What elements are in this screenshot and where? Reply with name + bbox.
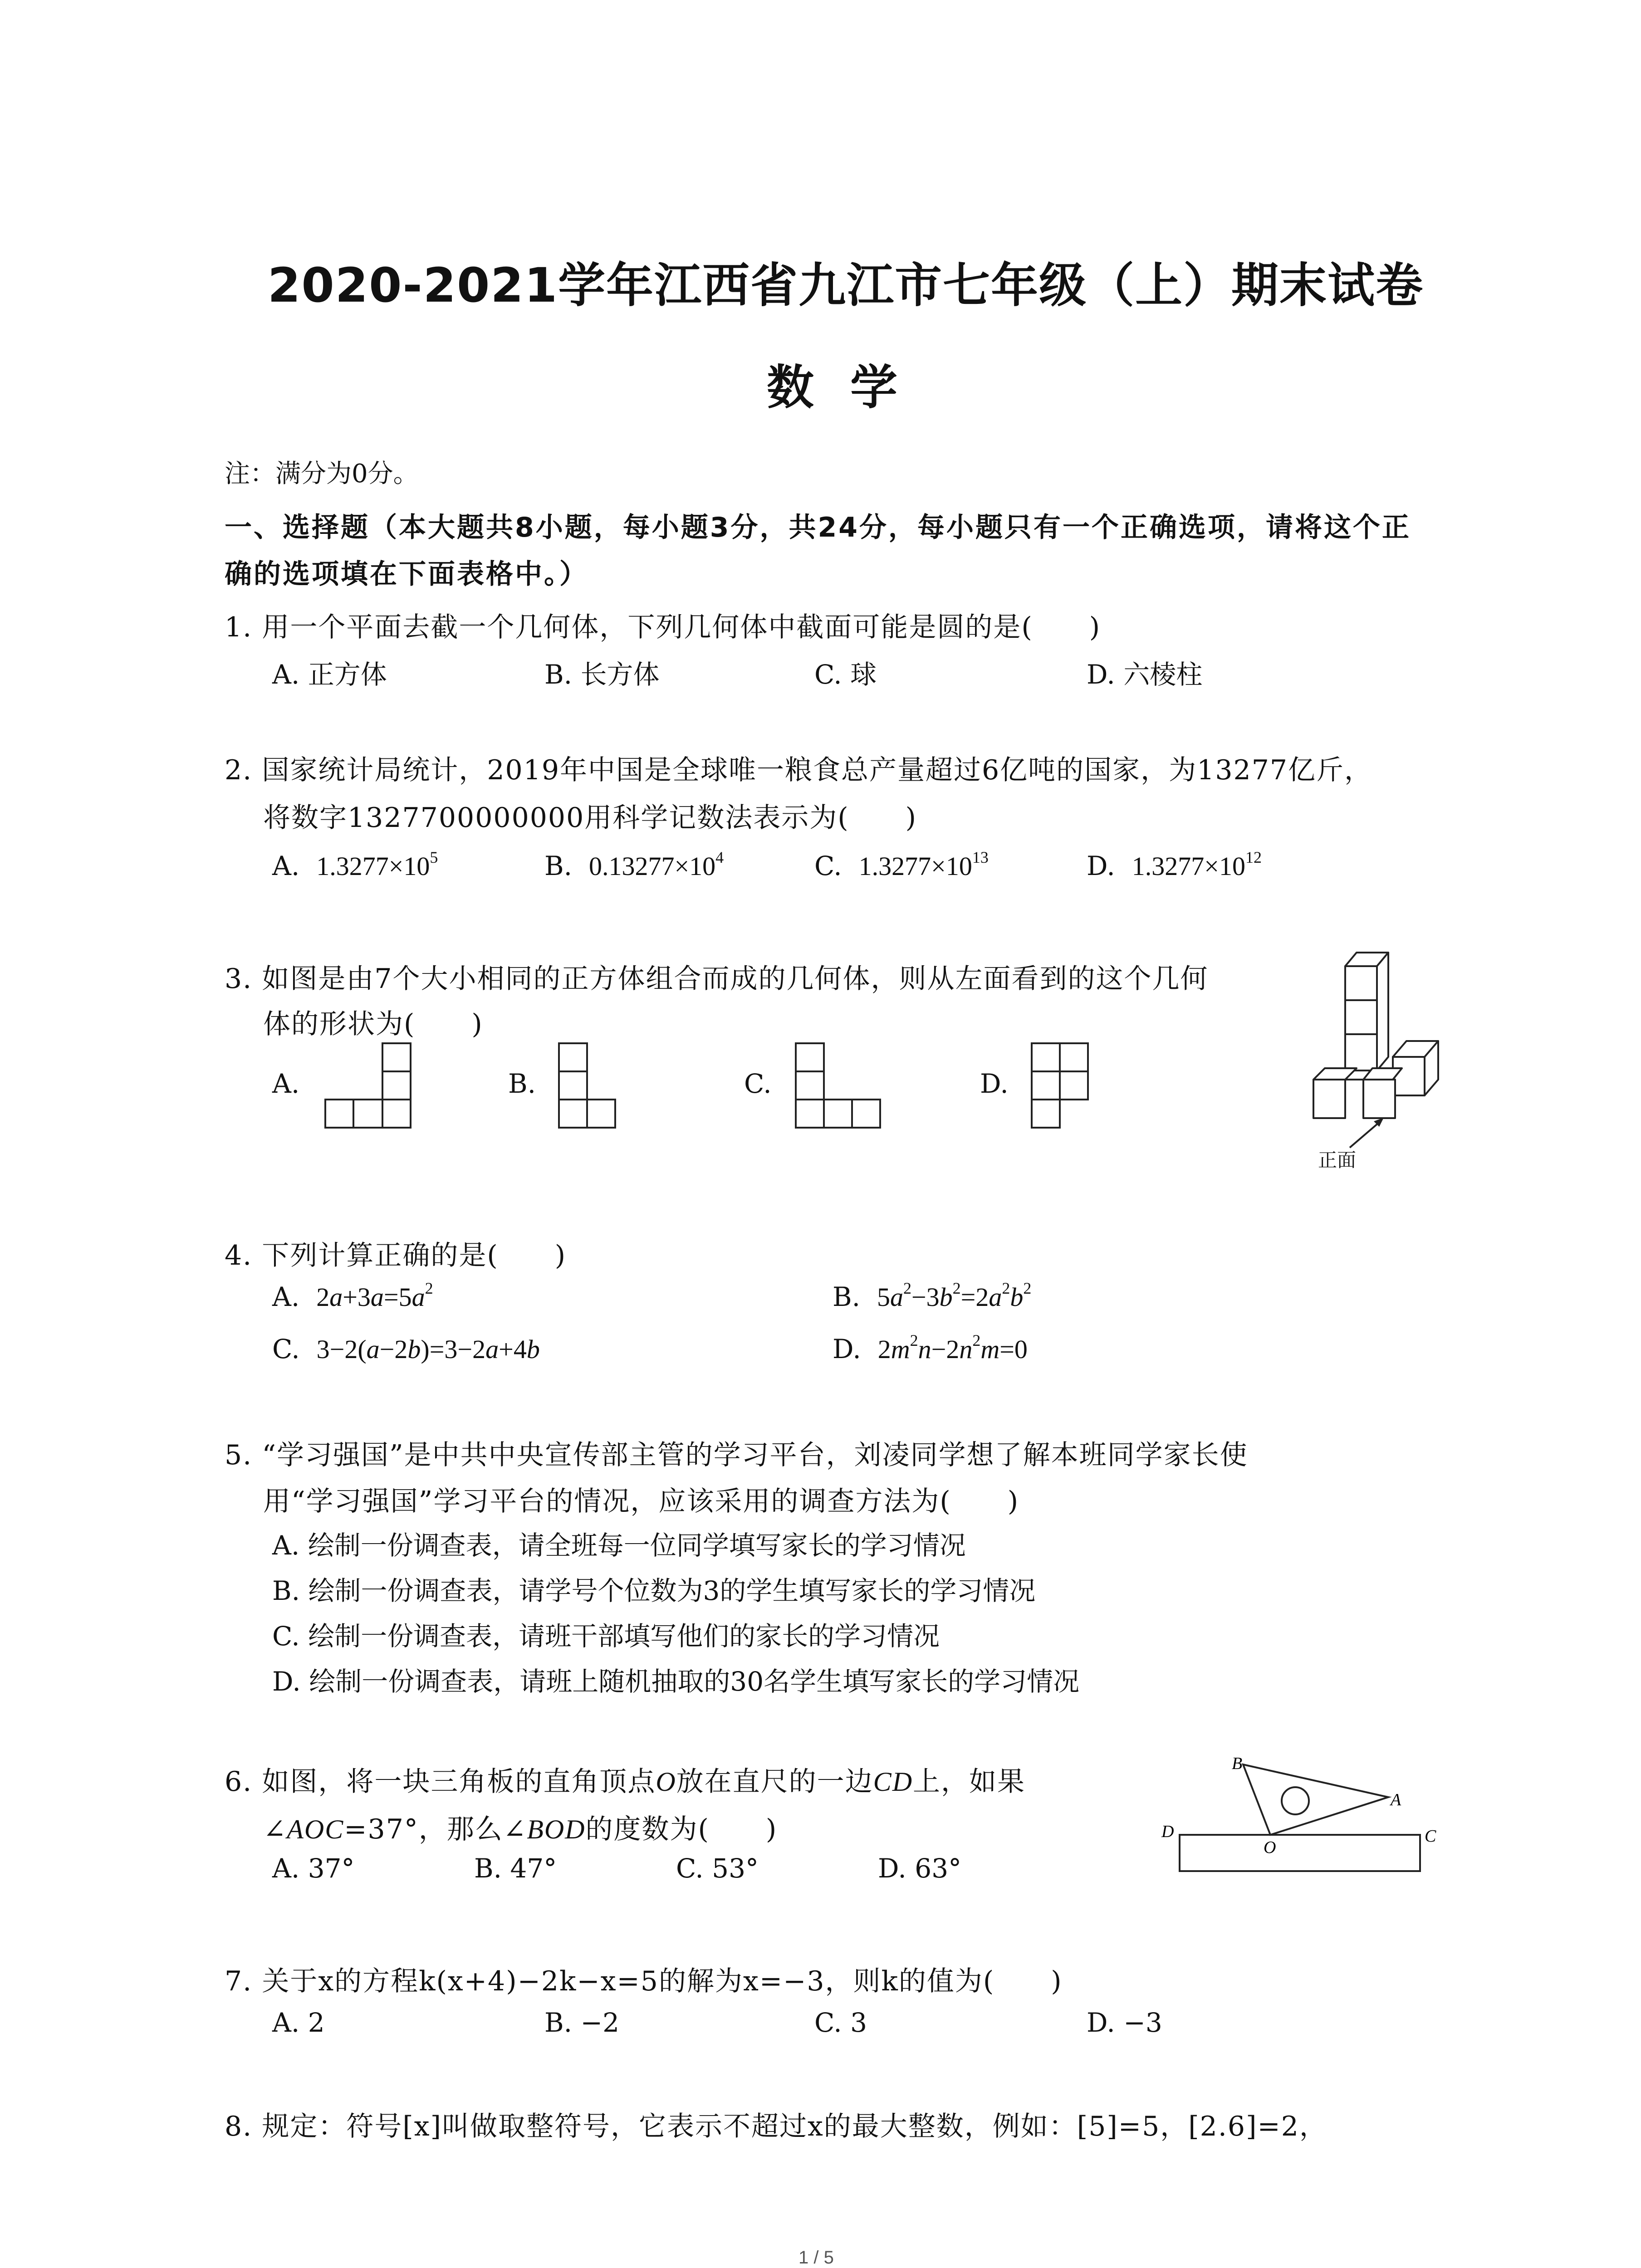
score-note: 注：满分为0分。: [225, 459, 419, 489]
q5-option-d: D. 绘制一份调查表，请班上随机抽取的30名学生填写家长的学习情况: [272, 1666, 1080, 1697]
question-5-stem-line1: 5. “学习强国”是中共中央宣传部主管的学习平台，刘凌同学想了解本班同学家长使: [225, 1439, 1248, 1471]
q6-option-a: A. 37°: [272, 1853, 355, 1884]
q4-option-c: C. 3−2(a−2b)=3−2a+4b: [272, 1334, 540, 1364]
q3-option-c-label: C.: [744, 1068, 772, 1099]
question-3-stem-line2: 体的形状为( ): [263, 1008, 483, 1040]
q6-label-a: A: [1391, 1790, 1401, 1809]
question-5-stem-line2: 用“学习强国”学习平台的情况，应该采用的调查方法为( ): [263, 1486, 1019, 1517]
q3-option-c-figure: [795, 1042, 886, 1133]
q2-option-c: C. $1.3277\times 10^{13}$: [814, 848, 989, 881]
section-heading-line1: 一、选择题（本大题共8小题，每小题3分，共24分，每小题只有一个正确选项，请将这个正: [225, 512, 1411, 543]
q6-label-o: O: [1264, 1838, 1276, 1857]
q7-option-d: D. −3: [1087, 2007, 1162, 2038]
subject-title: 数学: [767, 360, 934, 415]
question-6-stem-line1: 6. 如图，将一块三角板的直角顶点O放在直尺的一边CD上，如果: [225, 1766, 1026, 1798]
q7-option-c: C. 3: [814, 2007, 867, 2038]
q5-option-c: C. 绘制一份调查表，请班干部填写他们的家长的学习情况: [272, 1621, 940, 1652]
q4-option-d: D. $2m^2n-2n^2m=0$: [833, 1331, 1028, 1364]
q3-front-label: 正面: [1318, 1149, 1357, 1171]
q5-option-a: A. 绘制一份调查表，请全班每一位同学填写家长的学习情况: [272, 1530, 966, 1561]
question-2-stem-line1: 2. 国家统计局统计，2019年中国是全球唯一粮食总产量超过6亿吨的国家，为13277亿斤，: [225, 754, 1373, 786]
q3-option-d-label: D.: [980, 1068, 1009, 1099]
question-2-stem-line2: 将数字1327700000000用科学记数法表示为( ): [263, 802, 917, 834]
q1-option-b: B. 长方体: [544, 659, 660, 690]
question-1-stem: 1. 用一个平面去截一个几何体，下列几何体中截面可能是圆的是( ): [225, 611, 1101, 643]
q3-cube-figure: [1307, 948, 1452, 1157]
q3-option-b-label: B.: [508, 1068, 536, 1099]
q3-option-a-label: A.: [272, 1068, 300, 1099]
q3-option-a-figure: [324, 1042, 415, 1133]
question-3-stem-line1: 3. 如图是由7个大小相同的正方体组合而成的几何体，则从左面看到的这个几何: [225, 963, 1209, 995]
q6-option-c: C. 53°: [676, 1853, 759, 1884]
question-6-stem-line2: ∠AOC=37°，那么∠BOD的度数为( ): [263, 1813, 778, 1845]
q3-option-b-figure: [558, 1042, 622, 1133]
q6-triangle-ruler-figure: [1161, 1755, 1452, 1892]
question-7-stem: 7. 关于x的方程k(x+4)−2k−x=5的解为x=−3，则k的值为( ): [225, 1965, 1063, 1997]
question-4-stem: 4. 下列计算正确的是( ): [225, 1240, 567, 1271]
q7-option-b: B. −2: [544, 2007, 619, 2038]
section-heading-line2: 确的选项填在下面表格中。）: [225, 558, 588, 590]
q4-option-b: B. $5a^2-3b^2=2a^2b^2$: [833, 1279, 1032, 1312]
q6-label-c: C: [1425, 1827, 1436, 1846]
q2-option-d: D. $1.3277\times 10^{12}$: [1087, 848, 1262, 881]
q1-option-d: D. 六棱柱: [1087, 659, 1203, 690]
q1-option-a: A. 正方体: [272, 659, 387, 690]
q6-option-d: D. 63°: [878, 1853, 962, 1884]
question-8-stem: 8. 规定：符号[x]叫做取整符号，它表示不超过x的最大整数，例如：[5]=5，[2.6]=2，: [225, 2111, 1327, 2142]
q2-option-b: B. $0.13277\times 10^4$: [544, 848, 724, 881]
q6-label-b: B: [1232, 1754, 1243, 1773]
q5-option-b: B. 绘制一份调查表，请学号个位数为3的学生填写家长的学习情况: [272, 1575, 1036, 1606]
q3-option-d-figure: [1031, 1042, 1094, 1133]
q1-option-c: C. 球: [814, 659, 877, 690]
q6-label-d: D: [1161, 1822, 1174, 1841]
q6-option-b: B. 47°: [474, 1853, 557, 1884]
q2-option-a: A. $1.3277\times 10^5$: [272, 848, 438, 881]
page-number: 1 / 5: [798, 2248, 834, 2268]
q4-option-a: A. $2a+3a=5a^2$: [272, 1279, 433, 1312]
page-title: 2020-2021学年江西省九江市七年级（上）期末试卷: [268, 258, 1424, 313]
q7-option-a: A. 2: [272, 2007, 325, 2038]
